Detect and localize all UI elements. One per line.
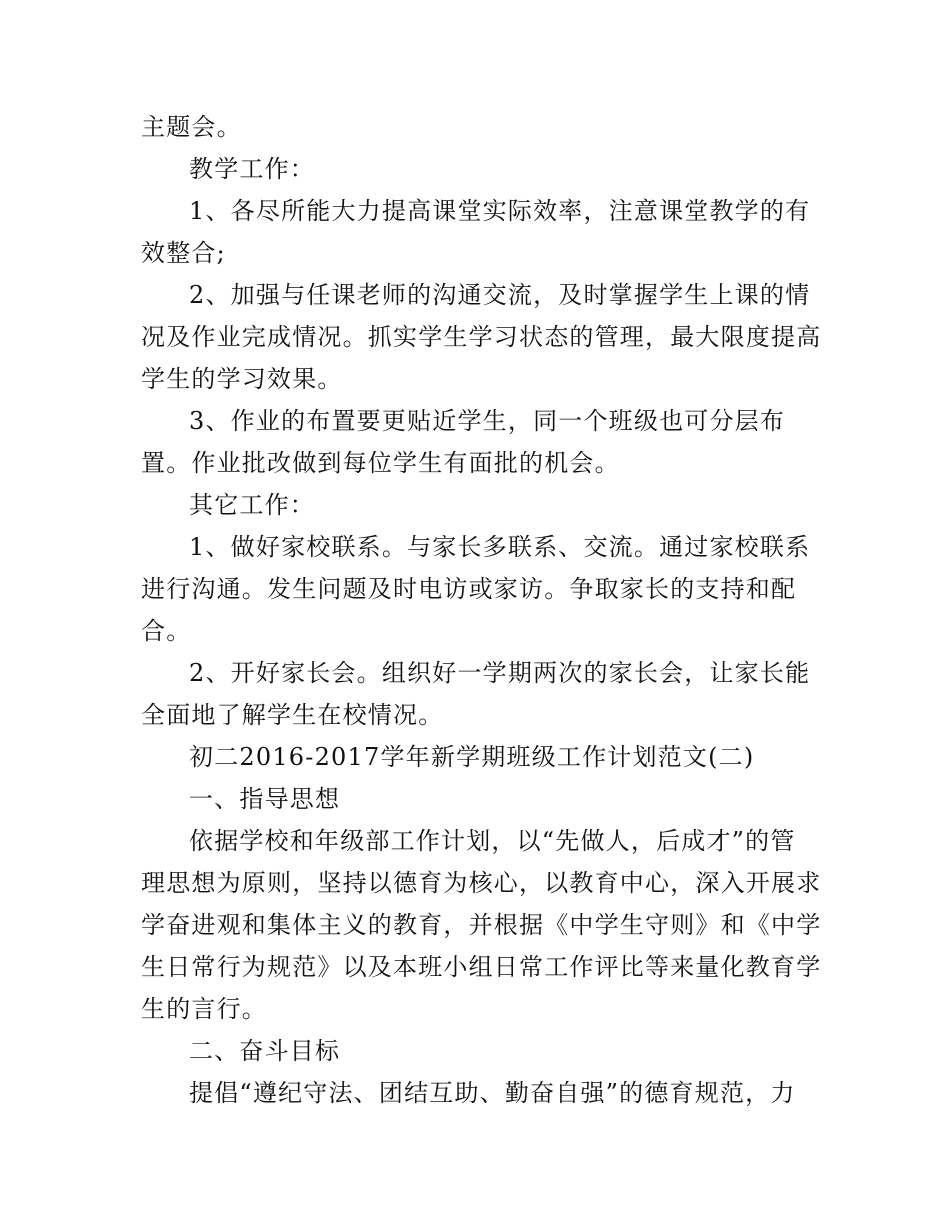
text-line: 生的言行。 xyxy=(141,995,267,1023)
text-line: 主题会。 xyxy=(141,113,242,141)
text-line: 3、作业的布置要更贴近学生，同一个班级也可分层布 xyxy=(189,407,786,435)
text-line: 依据学校和年级部工作计划，以“先做人，后成才”的管 xyxy=(189,827,796,855)
text-line: 其它工作： xyxy=(189,491,315,519)
text-line: 效整合; xyxy=(141,239,226,267)
text-line: 1、做好家校联系。与家长多联系、交流。通过家校联系 xyxy=(189,533,811,561)
text-line: 置。作业批改做到每位学生有面批的机会。 xyxy=(141,449,620,477)
text-line: 2、加强与任课老师的沟通交流，及时掌握学生上课的情 xyxy=(189,281,811,309)
text-line: 全面地了解学生在校情况。 xyxy=(141,701,444,729)
text-line: 初二2016-2017学年新学期班级工作计划范文(二) xyxy=(189,743,755,771)
document-body xyxy=(141,106,822,1114)
text-line: 一、指导思想 xyxy=(189,785,341,813)
text-line: 学奋进观和集体主义的教育，并根据《中学生守则》和《中学 xyxy=(141,911,822,939)
text-line: 生日常行为规范》以及本班小组日常工作评比等来量化教育学 xyxy=(141,953,822,981)
text-line: 提倡“遵纪守法、团结互助、勤奋自强”的德育规范，力 xyxy=(189,1079,796,1107)
text-line: 2、开好家长会。组织好一学期两次的家长会，让家长能 xyxy=(189,659,811,687)
text-line: 教学工作： xyxy=(189,155,315,183)
text-line: 进行沟通。发生问题及时电访或家访。争取家长的支持和配 xyxy=(141,575,797,603)
text-line: 理思想为原则，坚持以德育为核心，以教育中心，深入开展求 xyxy=(141,869,822,897)
text-line: 二、奋斗目标 xyxy=(189,1037,341,1065)
text-line: 况及作业完成情况。抓实学生学习状态的管理，最大限度提高 xyxy=(141,323,822,351)
text-line: 1、各尽所能大力提高课堂实际效率，注意课堂教学的有 xyxy=(189,197,811,225)
text-line: 学生的学习效果。 xyxy=(141,365,343,393)
text-line: 合。 xyxy=(141,617,192,645)
